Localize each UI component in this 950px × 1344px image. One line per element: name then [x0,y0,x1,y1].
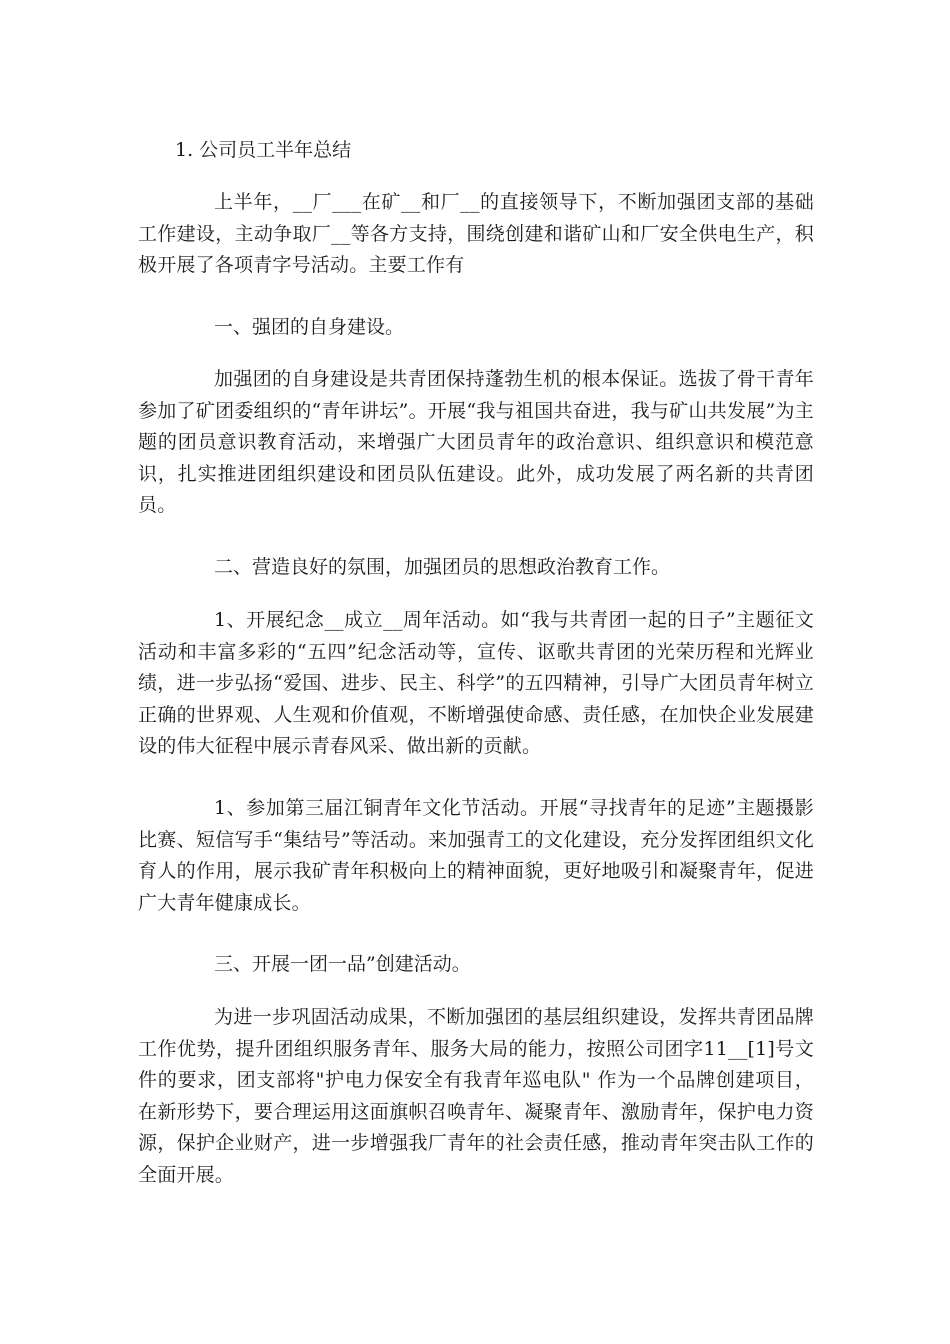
section-3-paragraph-1: 为进一步巩固活动成果，不断加强团的基层组织建设，发挥共青团品牌工作优势，提升团组织服务青年、服务大局的能力，按照公司团字11__[1]号文件的要求，团支部将"护电力保安全有我青年巡电队" 作为一个品牌创建项目，在新形势下，要合理运用这面旗帜召唤青年、凝聚青年、激励青年，保护电力资源，保护企业财产，进一步增强我厂青年的社会责任感，推动青年突击队工作的全面开展。 [138,1006,814,1186]
intro-paragraph: 上半年，__厂___在矿__和厂__的直接领导下，不断加强团支部的基础工作建设，主动争取厂__等各方支持，围绕创建和谐矿山和厂安全供电生产，积极开展了各项青字号活动。主要工作有 [138,191,814,277]
section-heading-2: 二、营造良好的氛围，加强团员的思想政治教育工作。 [214,556,671,578]
section-heading-3: 三、开展一团一品”创建活动。 [214,953,471,975]
section-2-paragraph-2: 1、参加第三届江铜青年文化节活动。开展“寻找青年的足迹”主题摄影比赛、短信写手“集结号”等活动。来加强青工的文化建设，充分发挥团组织文化育人的作用，展示我矿青年积极向上的精神面貌，更好地吸引和凝聚青年，促进广大青年健康成长。 [138,797,814,914]
section-2-paragraph-1: 1、开展纪念__成立__周年活动。如“我与共青团一起的日子”主题征文活动和丰富多彩的“五四”纪念活动等，宣传、讴歌共青团的光荣历程和光辉业绩，进一步弘扬“爱国、进步、民主、科学”的五四精神，引导广大团员青年树立正确的世界观、人生观和价值观，不断增强使命感、责任感，在加快企业发展建设的伟大征程中展示青春风采、做出新的贡献。 [138,609,814,758]
section-heading-1: 一、强团的自身建设。 [214,316,405,338]
document-title: 1. 公司员工半年总结 [175,139,352,161]
section-1-paragraph-1: 加强团的自身建设是共青团保持蓬勃生机的根本保证。选拔了骨干青年参加了矿团委组织的“青年讲坛”。开展“我与祖国共奋进，我与矿山共发展”为主题的团员意识教育活动，来增强广大团员青年的政治意识、组织意识和模范意识，扎实推进团组织建设和团员队伍建设。此外，成功发展了两名新的共青团员。 [138,368,814,517]
